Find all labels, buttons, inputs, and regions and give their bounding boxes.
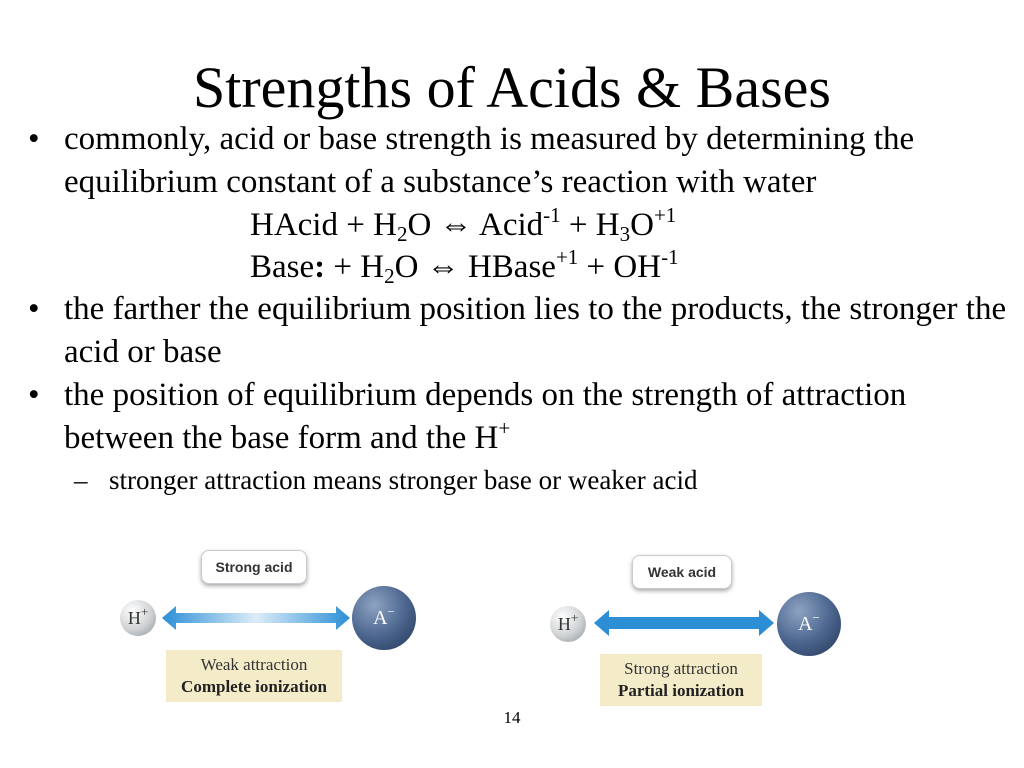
conjugate-base-ion: A−	[352, 586, 416, 650]
weak-acid-tag: Weak acid	[632, 555, 732, 589]
bullet-item-attraction	[28, 374, 1008, 460]
dash-marker: –	[74, 465, 88, 495]
equilibrium-arrow-icon: ⇔	[426, 249, 460, 285]
hydrogen-ion: H+	[120, 600, 156, 636]
bullet-list	[28, 118, 1008, 499]
equation-base: Base: + $H_2O$ ⇔ HBase$^{+1}$ + $OH^{-1}$	[250, 245, 679, 288]
caption-line-ionization: Complete ionization	[181, 677, 327, 696]
strong-attraction-caption	[600, 654, 762, 706]
caption-line-attraction: Weak attraction	[200, 655, 308, 674]
sub-bullet-text: stronger attraction means stronger base or weaker acid	[109, 465, 698, 495]
equation-acid: HAcid + $H_2O$ ⇔ Acid$^{-1}$ + $H_3O^{+1}$	[250, 203, 677, 246]
caption-line-ionization: Partial ionization	[617, 681, 745, 700]
bullet-dot: •	[28, 121, 40, 157]
slide-title: Strengths of Acids & Bases	[193, 55, 831, 120]
sub-bullet-item	[28, 461, 1008, 499]
caption-line-attraction: Strong attraction	[624, 659, 738, 678]
bullet-text: the farther the equilibrium position lies to the products, the stronger the acid or base	[64, 291, 1007, 370]
weak-acid-figure	[540, 540, 860, 710]
bullet-text: the position of equilibrium depends on the strength of attraction between the base form and the H	[64, 377, 907, 456]
strong-acid-tag: Strong acid	[201, 550, 307, 584]
bullet-item-equilibrium-position	[28, 288, 1008, 374]
weak-attraction-arrow	[162, 606, 350, 630]
bullet-item-measurement	[28, 118, 1008, 204]
conjugate-base-ion: A−	[777, 592, 841, 656]
weak-attraction-caption	[166, 650, 342, 702]
strong-acid-figure	[110, 540, 430, 710]
h-charge: +	[498, 416, 511, 440]
strong-attraction-arrow	[594, 610, 774, 636]
bullet-text: commonly, acid or base strength is measured by determining the equilibrium constant of a substance’s reaction with water	[64, 121, 915, 200]
hydrogen-ion: H+	[550, 606, 586, 642]
page-number: 14	[503, 708, 521, 727]
equilibrium-arrow-icon: ⇔	[439, 207, 473, 243]
bullet-dot: •	[28, 291, 40, 327]
bullet-dot: •	[28, 377, 40, 413]
